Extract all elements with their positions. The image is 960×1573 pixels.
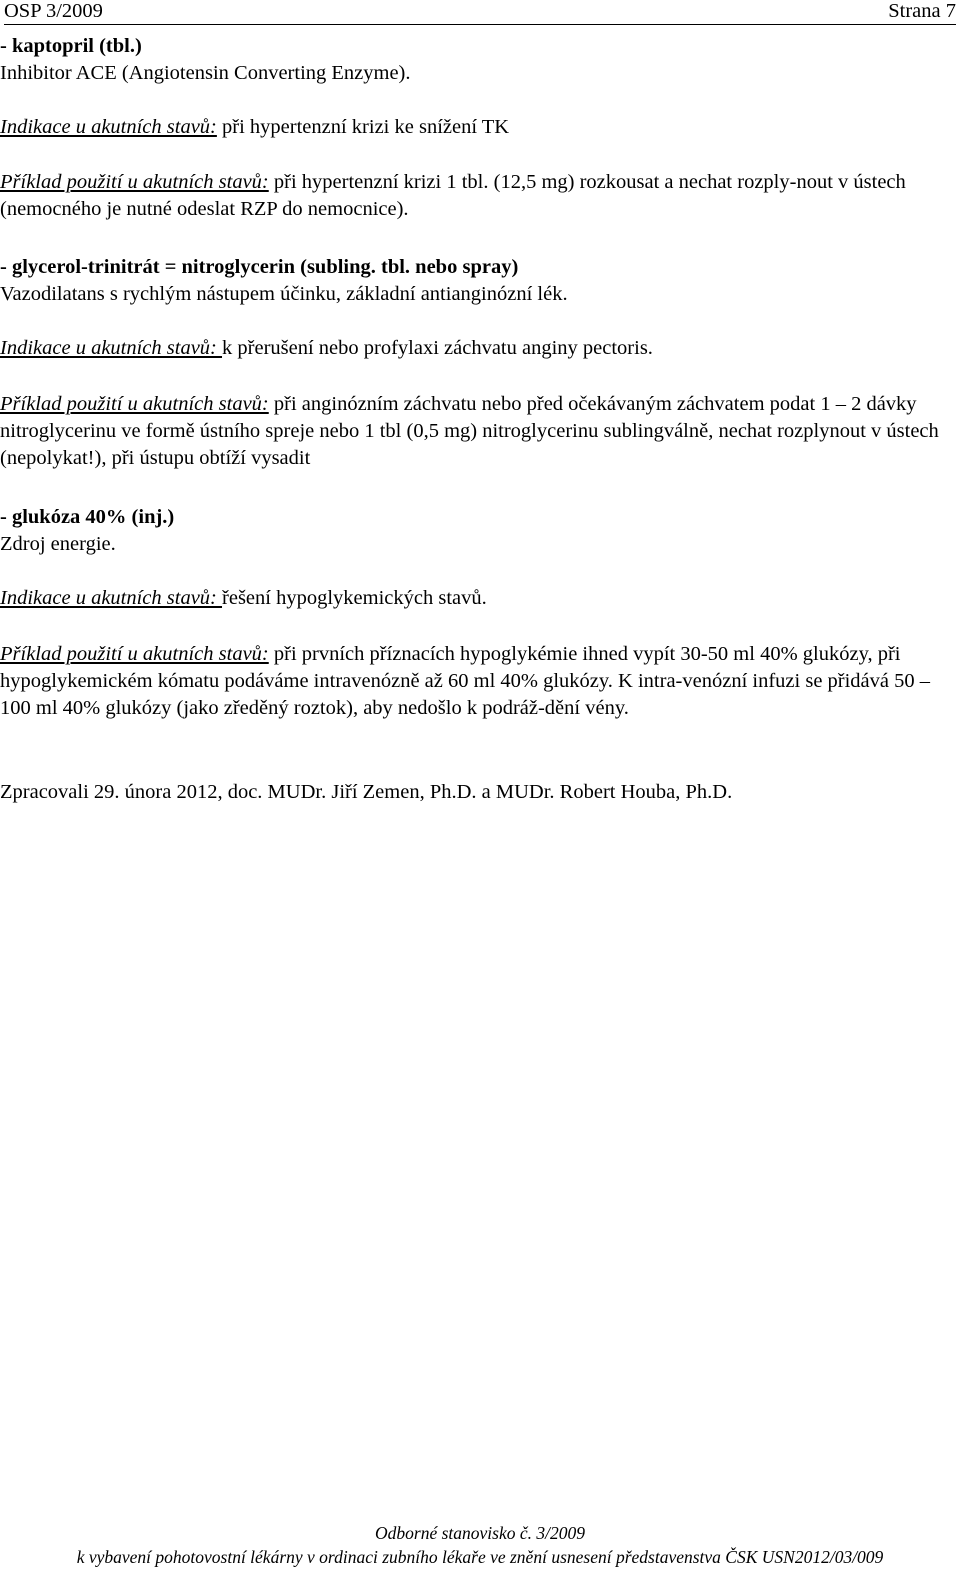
example-text: při anginózním záchvatu nebo před očekávaným záchvatem podat 1 – 2 dávky nitroglycerinu ve formě ústního spreje nebo 1 tbl (0,5 mg) nitroglycerinu sublingválně, nechat rozplynout v ústech (nepolykat!), při ústupu obtíží vysadit — [0, 393, 939, 469]
footer-subtitle: k vybavení pohotovostní lékárny v ordinaci zubního lékaře ve znění usnesení představenstva ČSK USN2012/03/009 — [76, 1547, 884, 1567]
authors-line: Zpracovali 29. února 2012, doc. MUDr. Jiří Zemen, Ph.D. a MUDr. Robert Houba, Ph.D. — [0, 781, 733, 803]
drug-title: - glycerol-trinitrát = nitroglycerin (subling. tbl. nebo spray) — [0, 256, 519, 278]
example-label: Příklad použití u akutních stavů: — [0, 643, 269, 665]
example-label: Příklad použití u akutních stavů: — [0, 171, 269, 193]
drug-description: Inhibitor ACE (Angiotensin Converting Enzyme). — [0, 62, 411, 84]
indication-text: k přerušení nebo profylaxi záchvatu anginy pectoris. — [222, 337, 653, 359]
header-doc-id: OSP 3/2009 — [4, 0, 103, 22]
drug-description: Zdroj energie. — [0, 533, 116, 555]
drug-title: - glukóza 40% (inj.) — [0, 506, 175, 528]
drug-description: Vazodilatans s rychlým nástupem účinku, základní antianginózní lék. — [0, 283, 568, 305]
example-paragraph — [0, 391, 950, 472]
indication-paragraph — [0, 114, 950, 141]
indication-text: řešení hypoglykemických stavů. — [222, 587, 487, 609]
indication-text: při hypertenzní krizi ke snížení TK — [216, 116, 510, 138]
example-text: při prvních příznacích hypoglykémie ihned vypít 30-50 ml 40% glukózy, při hypoglykemickém kómatu podáváme intravenózně až 60 ml 40% glukózy. K intra-venózní infuzi se přidává 50 – 100 ml 40% glukózy (jako zředěný roztok), aby nedošlo k podráž-dění vény. — [0, 643, 931, 719]
example-text: při hypertenzní krizi 1 tbl. (12,5 mg) rozkousat a nechat rozply-nout v ústech (nemocného je nutné odeslat RZP do nemocnice). — [0, 171, 906, 220]
header-page-number: Strana 7 — [888, 0, 956, 22]
indication-label: Indikace u akutních stavů: — [0, 116, 217, 138]
indication-paragraph — [0, 585, 950, 612]
example-paragraph — [0, 641, 950, 722]
example-paragraph — [0, 169, 950, 223]
example-label: Příklad použití u akutních stavů: — [0, 393, 269, 415]
footer-title: Odborné stanovisko č. 3/2009 — [375, 1523, 585, 1543]
drug-title: - kaptopril (tbl.) — [0, 35, 142, 57]
indication-label: Indikace u akutních stavů: — [0, 337, 223, 359]
indication-label: Indikace u akutních stavů: — [0, 587, 223, 609]
page-header — [4, 0, 956, 25]
indication-paragraph — [0, 335, 950, 362]
